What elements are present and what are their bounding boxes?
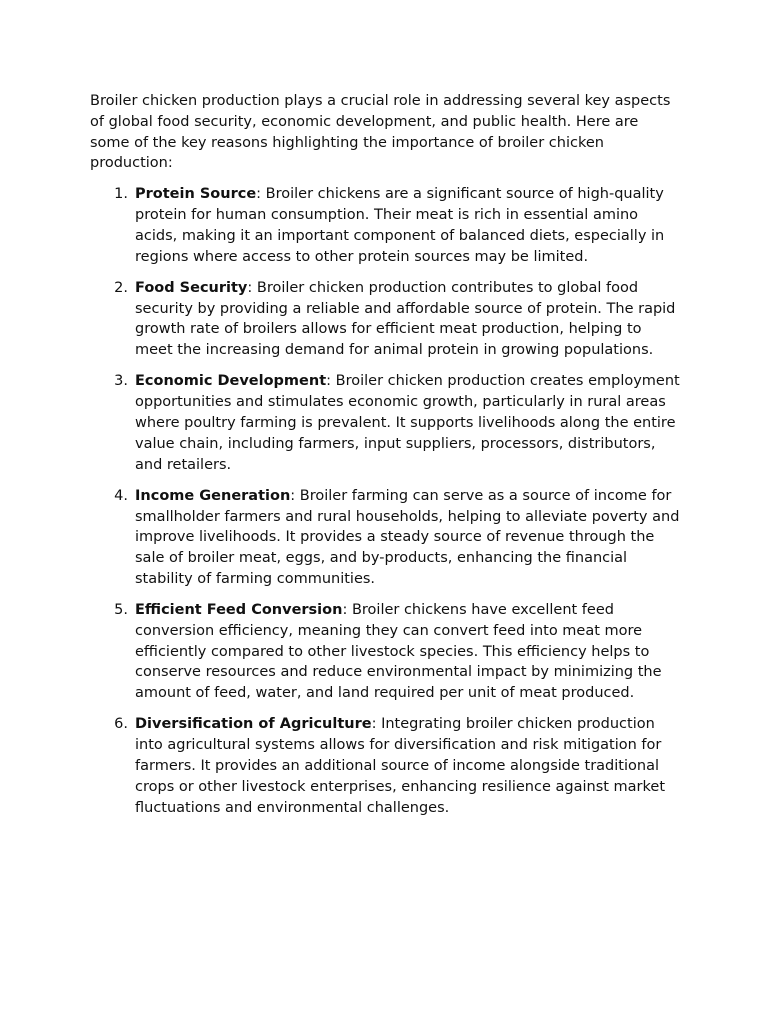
- list-item-number: 6.: [114, 716, 128, 733]
- list-item: [90, 600, 682, 704]
- list-item-text: : Broiler chicken production creates employment opportunities and stimulates economic growth, particularly in rural areas where poultry farming is prevalent. It supports livelihoods along the entire value chain, including farmers, input suppliers, processors, distributors, and retailers.: [135, 373, 680, 473]
- list-item-number: 3.: [114, 373, 128, 390]
- list-item-text: : Broiler chickens are a significant source of high-quality protein for human consumption. Their meat is rich in essential amino acids, making it an important component of balanced diets, especially in regions where access to other protein sources may be limited.: [135, 186, 665, 265]
- list-item-number: 4.: [114, 487, 128, 504]
- document-page: [90, 91, 682, 829]
- list-item: [90, 486, 682, 590]
- list-item-text: : Integrating broiler chicken production into agricultural systems allows for diversification and risk mitigation for farmers. It provides an additional source of income alongside traditional crops or other livestock enterprises, enhancing resilience against market fluctuations and environmental challenges.: [135, 716, 666, 816]
- list-item-term: Diversification of Agriculture: [135, 716, 372, 733]
- list-item: [90, 714, 682, 818]
- list-item: [90, 371, 682, 475]
- list-item-term: Food Security: [135, 279, 248, 296]
- list-item-term: Economic Development: [135, 373, 327, 390]
- list-item-text: : Broiler farming can serve as a source of income for smallholder farmers and rural households, helping to alleviate poverty and improve livelihoods. It provides a steady source of revenue through the sale of broiler meat, eggs, and by-products, enhancing the financial stability of farming communities.: [135, 487, 680, 587]
- list-item: [90, 184, 682, 267]
- list-item-number: 2.: [114, 279, 128, 296]
- list-item-number: 5.: [114, 602, 128, 619]
- reasons-list: [90, 184, 682, 818]
- list-item-text: : Broiler chicken production contributes to global food security by providing a reliable and affordable source of protein. The rapid growth rate of broilers allows for efficient meat production, helping to meet the increasing demand for animal protein in growing populations.: [135, 279, 676, 359]
- list-item: [90, 278, 682, 361]
- list-item-text: : Broiler chickens have excellent feed conversion efficiency, meaning they can convert feed into meat more efficiently compared to other livestock species. This efficiency helps to conserve resources and reduce environmental impact by minimizing the amount of feed, water, and land required per unit of meat produced.: [135, 602, 662, 702]
- list-item-number: 1.: [114, 186, 128, 203]
- intro-paragraph: Broiler chicken production plays a crucial role in addressing several key aspects of global food security, economic development, and public health. Here are some of the key reasons highlighting the importance of broiler chicken production:: [90, 93, 671, 172]
- list-item-term: Income Generation: [135, 487, 291, 504]
- list-item-term: Protein Source: [135, 186, 257, 203]
- list-item-term: Efficient Feed Conversion: [135, 602, 343, 619]
